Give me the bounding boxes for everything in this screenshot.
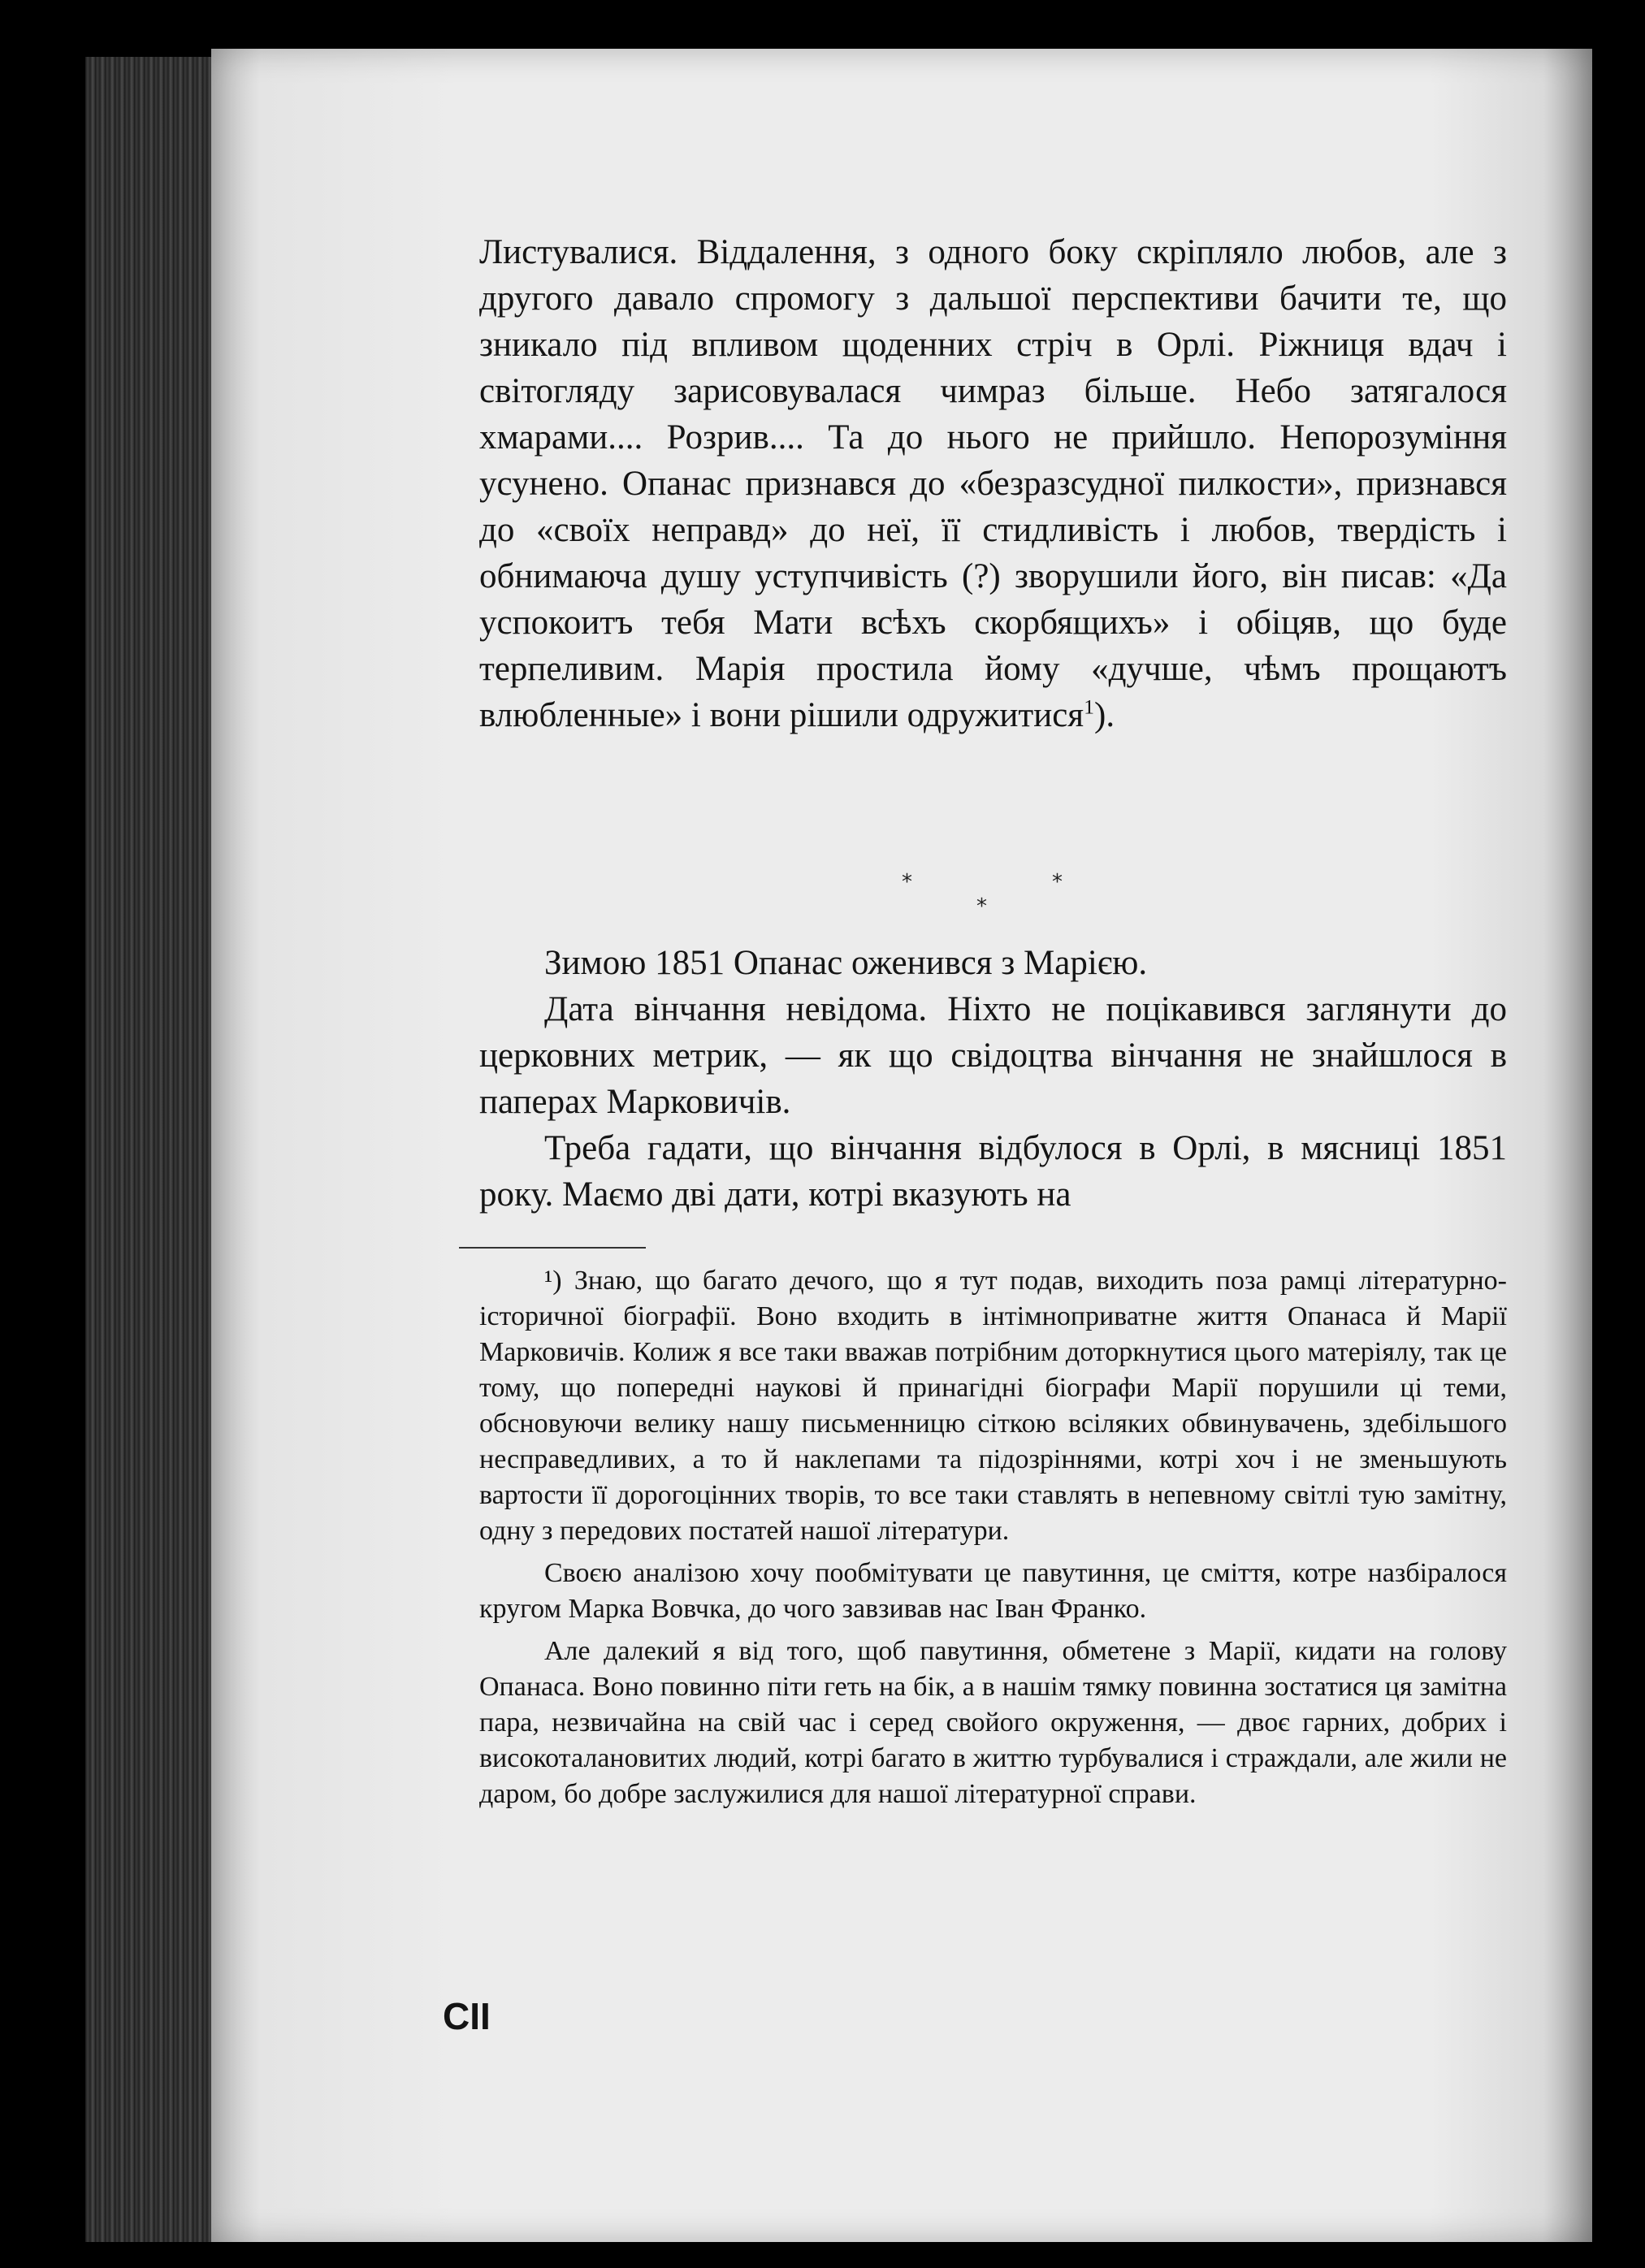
footnote-paragraph: ¹) Знаю, що багато дечого, що я тут подав, виходить поза рамці літературно-історичної біографії. Воно входить в інтімноприватне життя Опанаса й Марії Марковичів. Колиж я все таки вважав потрібним доторкнутися цього матеріялу, так це тому, що попередні наукові й принагідні біографи Марії порушили ці теми, обсновуючи велику нашу письменницю сіткою всіляких обвинувачень, здебільшого несправедливих, а то й наклепами та підозріннями, котрі хоч і не зменьшують вартости її дорогоцінних творів, то все таки ставлять в непевному світлі тую замітну, одну з передових постатей нашої літератури. xyxy=(479,1266,1507,1546)
footnote-marker: 1 xyxy=(1084,695,1094,719)
footnote-paragraph: Своєю аналізою хочу пообмітувати це павутиння, це сміття, котре назбіралося кругом Марка Вовчка, до чого завзивав нас Іван Франко. xyxy=(479,1558,1507,1624)
section-divider xyxy=(869,849,1113,919)
paragraph-letters-end: ). xyxy=(1094,696,1115,734)
footnotes xyxy=(479,1263,1507,1819)
footnote-divider xyxy=(459,1247,646,1249)
divider-star: * xyxy=(1052,870,1063,894)
page-number: CII xyxy=(443,1995,491,2037)
main-text-top xyxy=(479,229,1507,738)
paragraph-marriage: Зимою 1851 Опанас оженився з Марією. xyxy=(544,944,1148,982)
divider-star: * xyxy=(976,894,987,919)
paragraph-wedding-date: Дата вінчання невідома. Ніхто не поцікавився заглянути до церковних метрик, — як що свідоцтва вінчання не знайшлося в паперах Марковичів. xyxy=(479,990,1507,1121)
divider-star: * xyxy=(902,870,912,894)
main-text-second xyxy=(479,940,1507,1218)
paragraph-orel: Треба гадати, що вінчання відбулося в Орлі, в мясниці 1851 року. Маємо дві дати, котрі вказують на xyxy=(479,1129,1507,1214)
footnote-paragraph: Але далекий я від того, щоб павутиння, обметене з Марії, кидати на голову Опанаса. Воно повинно піти геть на бік, а в нашім тямку повинна зостатися ця замітна пара, незвичайна на свій час і серед свойого окруження, — двоє гарних, добрих і високоталановитих людий, котрі багато в життю турбувалися і страждали, але жили не даром, бо добре заслужилися для нашої літературної справи. xyxy=(479,1636,1507,1809)
paragraph-letters-text: Листувалися. Віддалення, з одного боку скріпляло любов, але з другого давало спромогу з дальшої перспективи бачити те, що зникало під впливом щоденних стріч в Орлі. Ріжниця вдач і світогляду зарисовувалася чимраз більше. Небо затягалося хмарами.... Розрив.... Та до нього не прийшло. Непорозуміння усунено. Опанас признався до «безразсудної пилкости», признався до «своїх неправд» до неї, її стидливість і любов, твердість і обнимаюча душу уступчивість (?) зворушили його, він писав: «Да успокоитъ тебя Мати всѣхъ скорбящихъ» і обіцяв, що буде терпеливим. Марія простила йому «дучше, чѣмъ прощаютъ влюбленные» і вони рішили одружитися xyxy=(479,233,1507,734)
paragraph-letters xyxy=(479,229,1507,738)
